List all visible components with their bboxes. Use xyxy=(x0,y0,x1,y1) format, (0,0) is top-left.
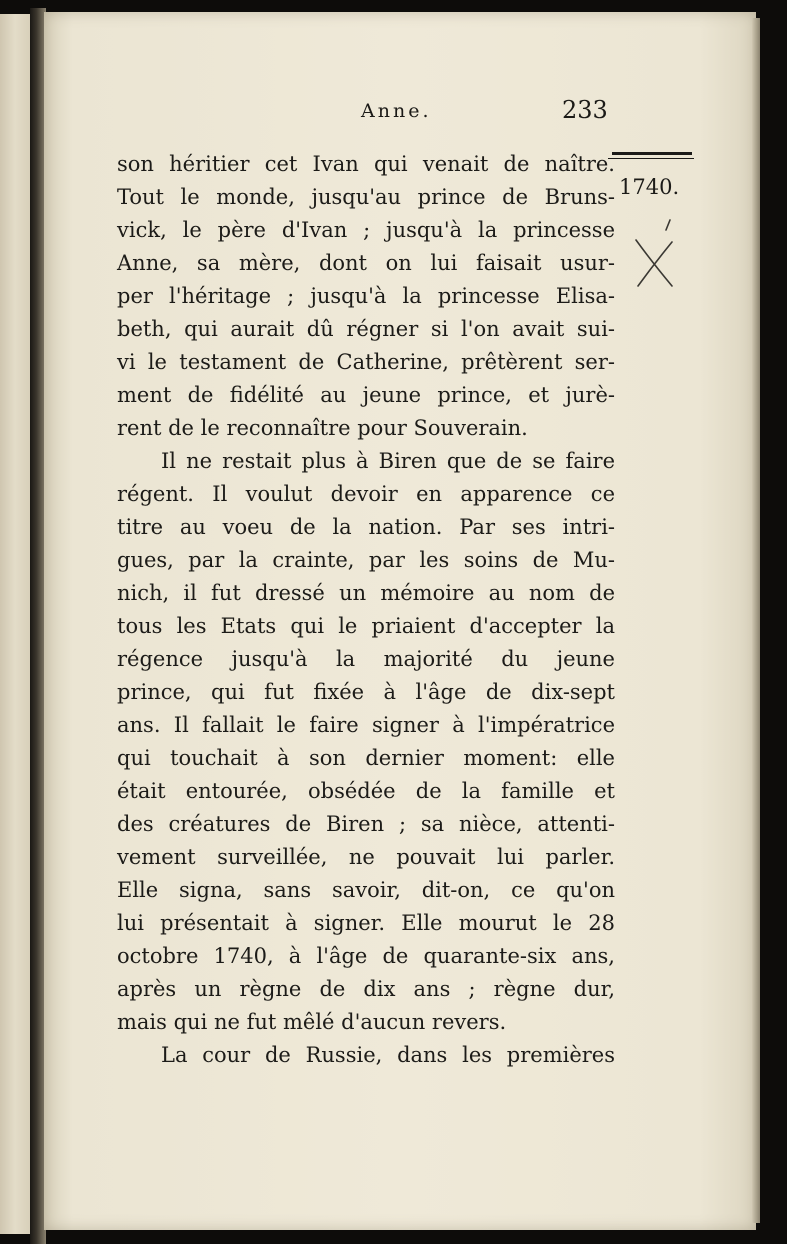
text-line: Anne, sa mère, dont on lui faisait usur- xyxy=(117,251,615,275)
text-line: des créatures de Biren ; sa nièce, attenti- xyxy=(117,812,615,836)
previous-page-edge xyxy=(0,14,30,1234)
text-line: Il ne restait plus à Biren que de se faire xyxy=(161,449,615,473)
text-line: ment de fidélité au jeune prince, et jurè- xyxy=(117,383,615,407)
text-line: son héritier cet Ivan qui venait de naître. xyxy=(117,152,615,176)
text-line: beth, qui aurait dû régner si l'on avait sui- xyxy=(117,317,615,341)
page-header xyxy=(44,96,756,130)
text-line: Elle signa, sans savoir, dit-on, ce qu'on xyxy=(117,878,615,902)
text-line: tous les Etats qui le priaient d'accepter la xyxy=(117,614,615,638)
text-line: vick, le père d'Ivan ; jusqu'à la princesse xyxy=(117,218,615,242)
page-fore-edge xyxy=(752,18,760,1223)
text-line: octobre 1740, à l'âge de quarante-six ans, xyxy=(117,944,615,968)
text-line: Tout le monde, jusqu'au prince de Bruns- xyxy=(117,185,615,209)
text-line: vi le testament de Catherine, prêtèrent ser- xyxy=(117,350,615,374)
text-line: vement surveillée, ne pouvait lui parler. xyxy=(117,845,615,869)
page-number: 233 xyxy=(562,96,608,124)
text-line: gues, par la crainte, par les soins de Mu- xyxy=(117,548,615,572)
text-line: prince, qui fut fixée à l'âge de dix-sept xyxy=(117,680,615,704)
text-line: mais qui ne fut mêlé d'aucun revers. xyxy=(117,1010,507,1034)
text-line: après un règne de dix ans ; règne dur, xyxy=(117,977,615,1001)
margin-double-rule xyxy=(608,150,694,164)
text-line: régence jusqu'à la majorité du jeune xyxy=(117,647,615,671)
text-line: per l'héritage ; jusqu'à la princesse Elisa- xyxy=(117,284,615,308)
text-line: ans. Il fallait le faire signer à l'impératrice xyxy=(117,713,615,737)
text-line: lui présentait à signer. Elle mourut le 28 xyxy=(117,911,615,935)
text-line: rent de le reconnaître pour Souverain. xyxy=(117,416,528,440)
text-line: La cour de Russie, dans les premières xyxy=(161,1043,615,1067)
text-line: régent. Il voulut devoir en apparence ce xyxy=(117,482,615,506)
text-line: était entourée, obsédée de la famille et xyxy=(117,779,615,803)
margin-year-note: 1740. xyxy=(619,175,680,199)
text-line: qui touchait à son dernier moment: elle xyxy=(117,746,615,770)
body-text xyxy=(117,148,615,1072)
text-line: nich, il fut dressé un mémoire au nom de xyxy=(117,581,615,605)
pencil-x-mark xyxy=(630,218,678,288)
text-line: titre au voeu de la nation. Par ses intri- xyxy=(117,515,615,539)
running-title: Anne. xyxy=(361,100,432,122)
